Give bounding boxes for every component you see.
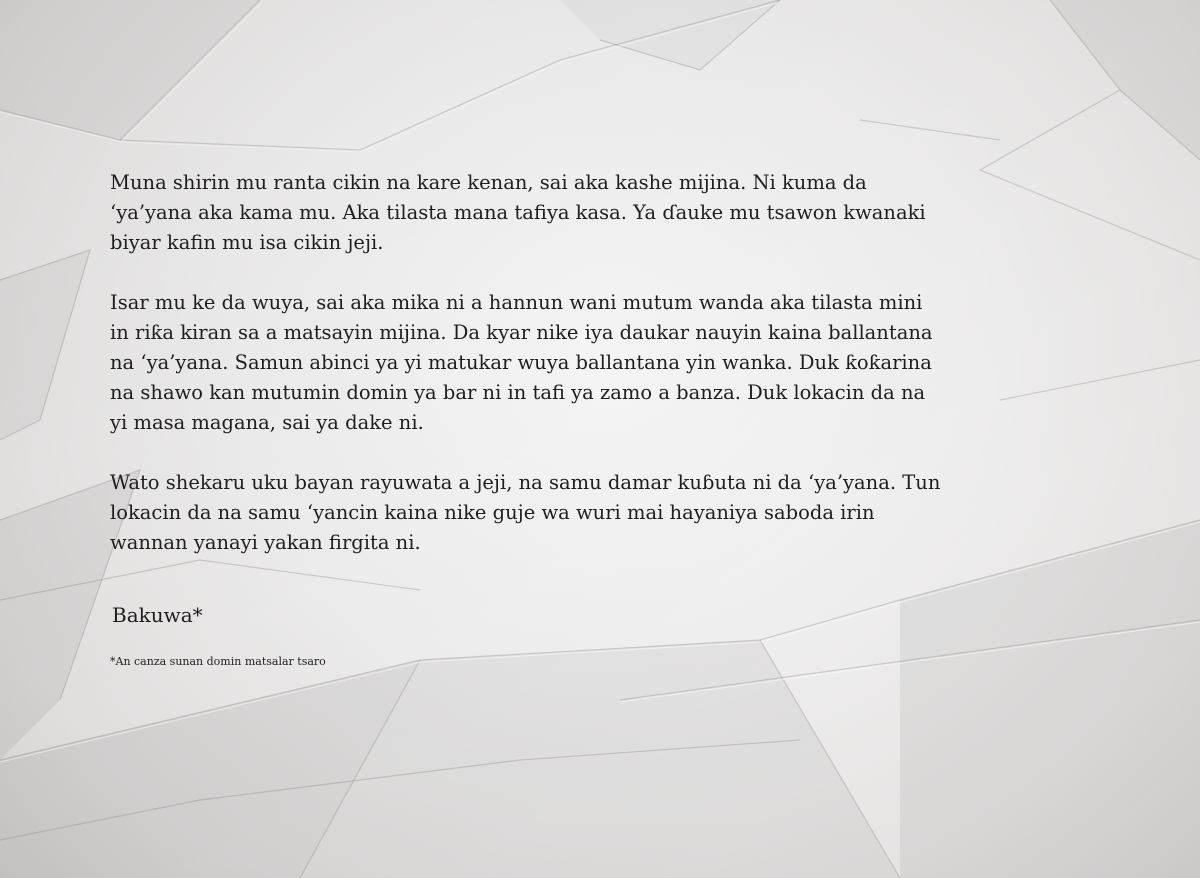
letter-paragraph-1: Muna shirin mu ranta cikin na kare kenan, sai aka kashe mijina. Ni kuma da ‘ya’yana aka kama mu. Aka tilasta mana tafiya kasa. Ya ɗauke mu tsawon kwanaki biyar kafin mu isa cikin jeji. [110, 171, 926, 254]
letter-paragraph-3: Wato shekaru uku bayan rayuwata a jeji, na samu damar kuɓuta ni da ‘ya’yana. Tun lokacin da na samu ‘yancin kaina nike guje wa wuri mai hayaniya saboda irin wannan yanayi yakan firgita ni. [110, 471, 941, 554]
letter-signature: Bakuwa* [112, 603, 203, 627]
letter-footnote: *An canza sunan domin matsalar tsaro [110, 655, 326, 668]
letter-paragraph-2: Isar mu ke da wuya, sai aka mika ni a hannun wani mutum wanda aka tilasta mini in riƙa kiran sa a matsayin mijina. Da kyar nike iya daukar nauyin kaina ballantana na ‘ya’yana. Samun abinci ya yi matukar wuya ballantana yin wanka. Duk ƙoƙarina na shawo kan mutumin domin ya bar ni in tafi ya zamo a banza. Duk lokacin da na yi masa magana, sai ya dake ni. [110, 291, 933, 434]
letter-body [110, 168, 1090, 588]
